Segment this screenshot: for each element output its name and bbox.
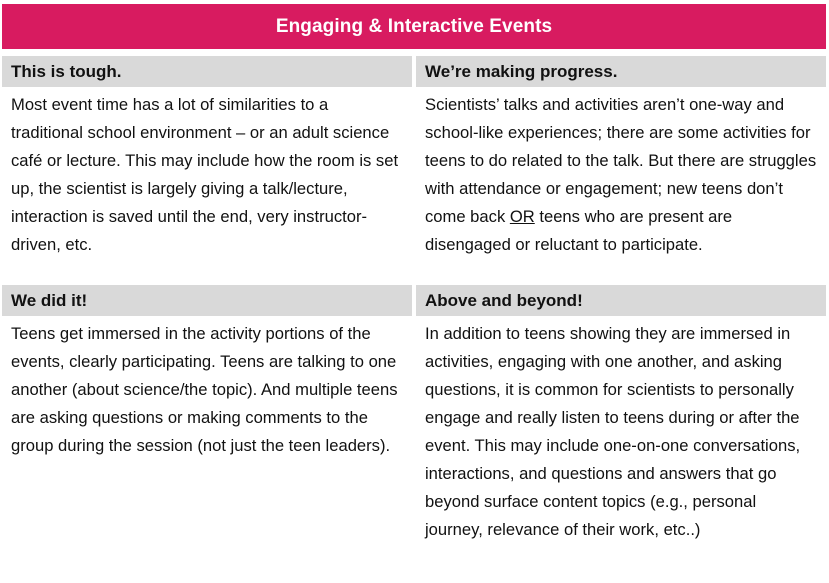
cell-above-and-beyond	[416, 285, 826, 566]
cell-heading: We’re making progress.	[416, 56, 826, 87]
cell-body-text-after: teens who are present are disengaged or reluctant to participate.	[425, 207, 733, 254]
rubric-title: Engaging & Interactive Events	[275, 15, 553, 37]
cell-body-emphasis: OR	[509, 207, 535, 226]
cell-body-text-before: Scientists’ talks and activities aren’t one-way and school-like experiences; there are some activities for teens to do related to the talk. But there are struggles with attendance or engagement; new teens don’t come back	[425, 95, 817, 226]
cell-we-did-it	[2, 285, 412, 566]
engagement-rubric	[2, 4, 826, 566]
cell-body: Most event time has a lot of similarities to a traditional school environment – or an adult science café or lecture. This may include how the room is set up, the scientist is largely giving a talk/lecture, interaction is saved until the end, very instructor-driven, etc.	[11, 95, 399, 254]
rubric-grid	[2, 56, 826, 566]
cell-body: Teens get immersed in the activity portions of the events, clearly participating. Teens are talking to one another (about science/the topic). And multiple teens are asking questions or making comments to the group during the session (not just the teen leaders).	[11, 324, 398, 455]
rubric-title-bar	[2, 4, 826, 49]
cell-heading: Above and beyond!	[416, 285, 826, 316]
cell-body	[416, 87, 826, 282]
cell-making-progress	[416, 56, 826, 282]
cell-heading: This is tough.	[2, 56, 412, 87]
cell-body: In addition to teens showing they are immersed in activities, engaging with one another, and asking questions, it is common for scientists to personally engage and really listen to teens during or after the event. This may include one-on-one conversations, interactions, and questions and answers that go beyond surface content topics (e.g., personal journey, relevance of their work, etc..)	[425, 324, 801, 539]
cell-heading: We did it!	[2, 285, 412, 316]
cell-this-is-tough	[2, 56, 412, 282]
